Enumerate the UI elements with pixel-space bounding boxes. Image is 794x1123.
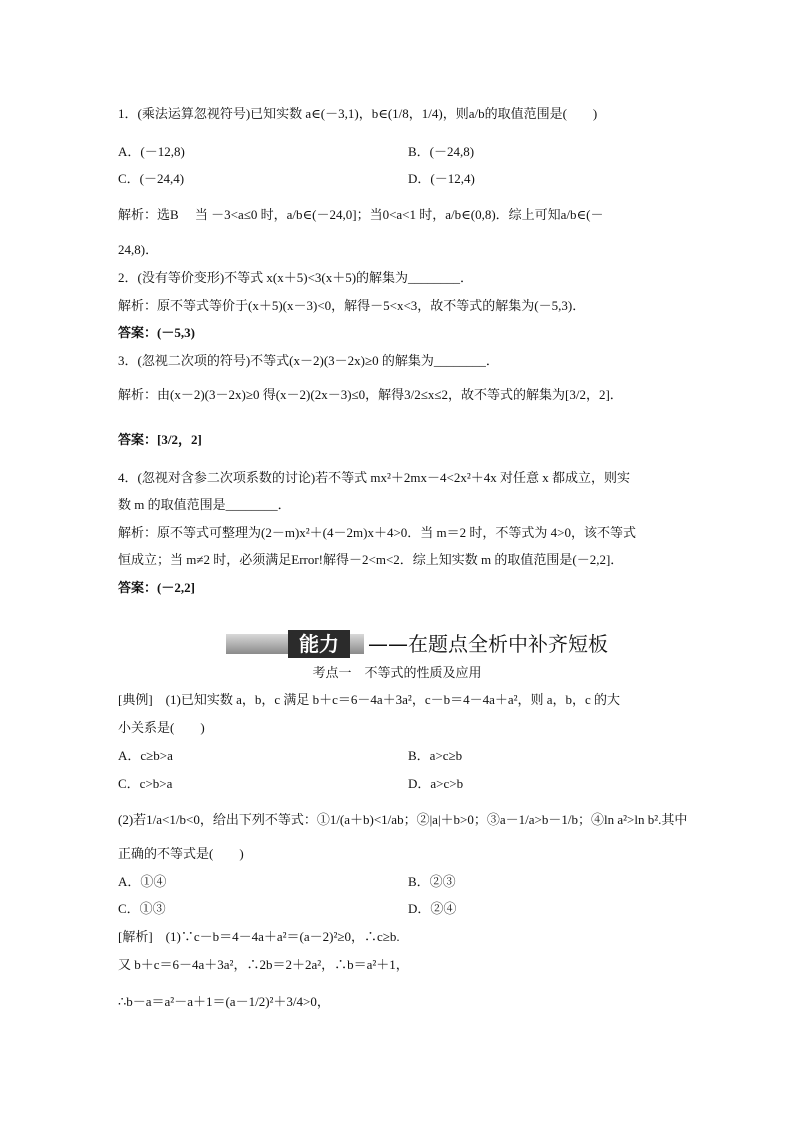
- q1-stem: 1．(乘法运算忽视符号)已知实数 a∈(－3,1)，b∈(1/8，1/4)，则a/b的取值范围是( ): [118, 106, 598, 121]
- q3-stem: 3．(忽视二次项的符号)不等式(x－2)(3－2x)≥0 的解集为________．: [118, 353, 499, 368]
- q4-analysis-line1: 解析：原不等式可整理为(2－m)x²＋(4－2m)x＋4>0．当 m＝2 时，不等式为 4>0，该不等式: [118, 525, 636, 540]
- section-title: 考点一 不等式的性质及应用: [312, 665, 482, 680]
- q1-option-b: B．(－24,8): [408, 144, 475, 159]
- q2-analysis: 解析：原不等式等价于(x＋5)(x－3)<0，解得－5<x<3，故不等式的解集为(－5,3)．: [118, 298, 586, 313]
- q1-analysis-line2: 24,8)．: [118, 242, 159, 257]
- q1-option-a: A．(－12,8): [118, 144, 185, 159]
- q2-answer: 答案：(－5,3): [118, 325, 195, 340]
- q3-analysis: 解析：由(x－2)(3－2x)≥0 得(x－2)(2x－3)≤0，解得3/2≤x≤2，故不等式的解集为[3/2，2]．: [118, 387, 623, 402]
- q4-stem-line2: 数 m 的取值范围是________．: [118, 497, 291, 512]
- example-p2-option-b: B．②③: [408, 874, 456, 889]
- example-solution-line2: 又 b＋c＝6－4a＋3a²，∴2b＝2＋2a²，∴b＝a²＋1，: [118, 957, 409, 972]
- example-p2-line2: 正确的不等式是( ): [118, 846, 244, 861]
- example-p1-option-a: A．c≥b>a: [118, 748, 173, 763]
- example-p1-option-b: B．a>c≥b: [408, 748, 463, 763]
- example-p2-option-d: D．②④: [408, 901, 457, 916]
- example-p1-option-c: C．c>b>a: [118, 776, 173, 791]
- q1-analysis-line1: 解析：选B 当 －3<a≤0 时，a/b∈(－24,0]；当0<a<1 时，a/b∈(0,8)．综上可知a/b∈(－: [118, 207, 604, 222]
- q4-answer: 答案：(－2,2]: [118, 580, 195, 595]
- q3-answer: 答案：[3/2，2]: [118, 432, 202, 447]
- example-solution-line1: [解析] (1)∵c－b＝4－4a＋a²＝(a－2)²≥0，∴c≥b.: [118, 929, 400, 944]
- example-solution-line3: ∴b－a＝a²－a＋1＝(a－1/2)²＋3/4>0，: [118, 994, 330, 1009]
- example-p2-line1: (2)若1/a<1/b<0，给出下列不等式：①1/(a＋b)<1/ab；②|a|＋b>0；③a－1/a>b－1/b；④ln a²>ln b².其中: [118, 812, 688, 827]
- example-p1-line2: 小关系是( ): [118, 720, 205, 735]
- q1-option-c: C．(－24,4): [118, 171, 185, 186]
- q1-option-d: D．(－12,4): [408, 171, 475, 186]
- example-p1-option-d: D．a>c>b: [408, 776, 464, 791]
- example-p2-option-c: C．①③: [118, 901, 166, 916]
- q4-analysis-line2: 恒成立；当 m≠2 时，必须满足Error!解得－2<m<2．综上知实数 m 的取值范围是(－2,2]．: [118, 552, 624, 567]
- q2-stem: 2．(没有等价变形)不等式 x(x＋5)<3(x＋5)的解集为________．: [118, 270, 474, 285]
- section-banner: [226, 630, 608, 658]
- example-p1-line1: [典例] (1)已知实数 a，b，c 满足 b＋c＝6－4a＋3a²，c－b＝4－4a＋a²，则 a，b，c 的大: [118, 692, 621, 707]
- banner-decoration-right: [350, 634, 364, 654]
- example-p2-option-a: A．①④: [118, 874, 167, 889]
- q4-stem-line1: 4．(忽视对含参二次项系数的讨论)若不等式 mx²＋2mx－4<2x²＋4x 对任意 x 都成立，则实: [118, 470, 631, 485]
- banner-label: 能力: [299, 632, 339, 656]
- banner-decoration-left: [226, 634, 288, 654]
- banner-title: ——在题点全析中补齐短板: [368, 632, 608, 656]
